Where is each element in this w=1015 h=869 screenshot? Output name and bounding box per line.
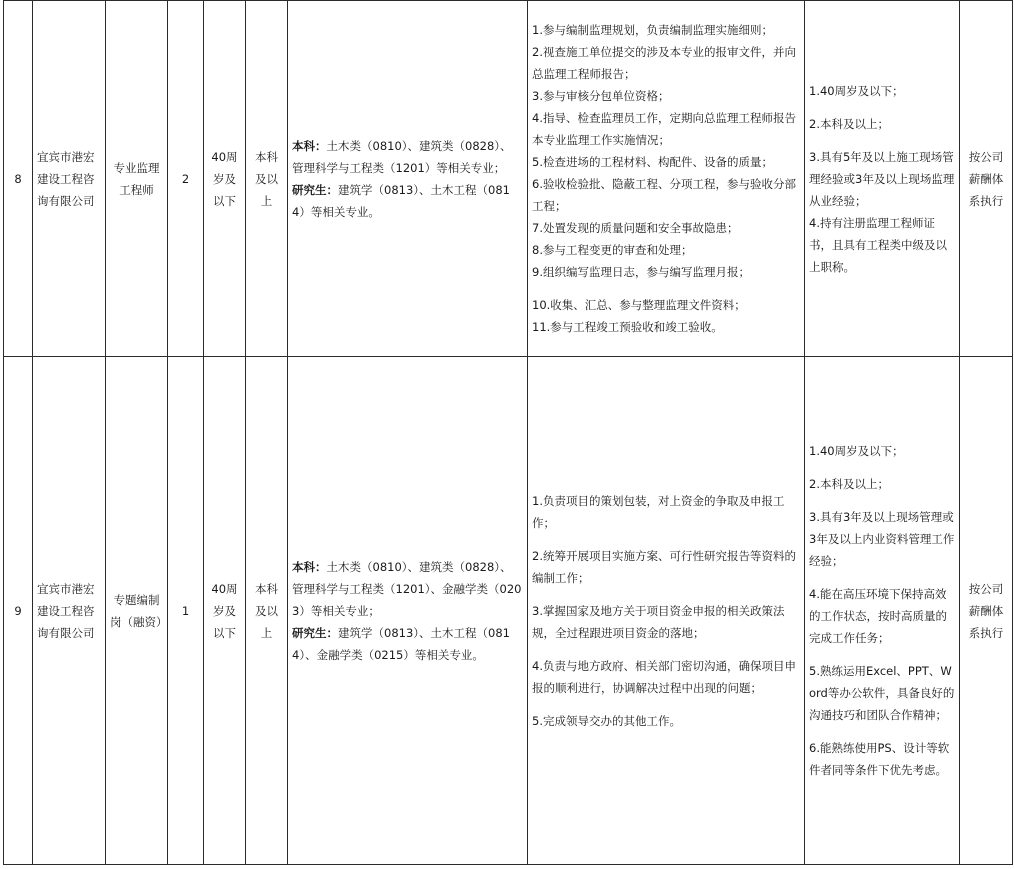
undergrad-majors: 土木类（0810）、建筑类（0828）、管理科学与工程类（1201）等相关专业； <box>292 138 512 175</box>
duty-item: 2.统筹开展项目实施方案、可行性研究报告等资料的编制工作； <box>532 548 796 585</box>
recruitment-table <box>3 0 1013 865</box>
row-index: 9 <box>4 357 33 865</box>
requirement-item: 5.熟练运用Excel、PPT、Word等办公软件，具备良好的沟通技巧和团队合作精神； <box>809 664 955 722</box>
requirement-item: 2.本科及以上； <box>809 116 889 131</box>
requirement-item: 4.能在高压环境下保持高效的工作状态，按时高质量的完成工作任务； <box>809 587 947 645</box>
duty-item: 1.负责项目的策划包装，对上资金的争取及申报工作； <box>532 493 785 530</box>
duty-item: 3.参与审核分包单位资格； <box>532 89 670 103</box>
requirements-cell <box>805 1 960 357</box>
grad-label: 研究生： <box>292 625 338 640</box>
majors-cell <box>288 1 528 357</box>
majors-cell <box>288 357 528 865</box>
duty-item: 8.参与工程变更的审查和处理； <box>532 243 693 257</box>
table-row <box>4 357 1013 865</box>
position-cell: 专题编制岗（融资） <box>106 357 168 865</box>
age-cell: 40周岁及以下 <box>204 357 246 865</box>
duty-item: 1.参与编制监理规划，负责编制监理实施细则； <box>532 23 773 37</box>
company-cell: 宜宾市港宏建设工程咨询有限公司 <box>33 1 106 357</box>
duty-item: 9.组织编写监理日志，参与编写监理月报； <box>532 265 750 279</box>
duty-item: 3.掌握国家及地方关于项目资金申报的相关政策法规，全过程跟进项目资金的落地； <box>532 603 785 640</box>
position-cell: 专业监理工程师 <box>106 1 168 357</box>
education-cell: 本科及以上 <box>246 357 288 865</box>
salary-cell: 按公司薪酬体系执行 <box>960 357 1013 865</box>
headcount-cell: 2 <box>168 1 204 357</box>
requirement-item: 6.能熟练使用PS、设计等软件者同等条件下优先考虑。 <box>809 741 950 777</box>
duties-cell <box>528 1 805 357</box>
duties-cell <box>528 357 805 865</box>
requirements-cell <box>805 357 960 865</box>
duty-item: 4.指导、检查监理员工作，定期向总监理工程师报告本专业监理工作实施情况； <box>532 111 796 147</box>
undergrad-label: 本科： <box>292 138 327 153</box>
requirement-item: 3.具有5年及以上施工现场管理经验或3年及以上现场监理从业经验； <box>809 149 955 208</box>
requirement-item: 1.40周岁及以下； <box>809 83 904 98</box>
duty-item: 5.完成领导交办的其他工作。 <box>532 713 681 728</box>
grad-majors: 建筑学（0813）、土木工程（0814）等相关专业。 <box>292 182 510 219</box>
duty-item: 11.参与工程竣工预验收和竣工验收。 <box>532 320 723 334</box>
row-index: 8 <box>4 1 33 357</box>
headcount-cell: 1 <box>168 357 204 865</box>
age-cell: 40周岁及以下 <box>204 1 246 357</box>
requirement-item: 2.本科及以上； <box>809 477 889 491</box>
undergrad-label: 本科： <box>292 559 327 574</box>
requirement-item: 3.具有3年及以上现场管理或3年及以上内业资料管理工作经验； <box>809 510 955 568</box>
duty-item: 6.验收检验批、隐蔽工程、分项工程，参与验收分部工程； <box>532 177 796 213</box>
undergrad-majors: 土木类（0810）、建筑类（0828）、管理科学与工程类（1201）、金融学类（0203）等相关专业； <box>292 559 522 618</box>
requirement-item: 1.40周岁及以下； <box>809 444 904 458</box>
requirement-item: 4.持有注册监理工程师证书，且具有工程类中级及以上职称。 <box>809 215 947 274</box>
grad-label: 研究生： <box>292 182 338 197</box>
table-row <box>4 1 1013 357</box>
company-cell: 宜宾市港宏建设工程咨询有限公司 <box>33 357 106 865</box>
duty-item: 10.收集、汇总、参与整理监理文件资料； <box>532 298 746 312</box>
duty-item: 2.视查施工单位提交的涉及本专业的报审文件，并向总监理工程师报告； <box>532 45 796 81</box>
grad-majors: 建筑学（0813）、土木工程（0814）、金融学类（0215）等相关专业。 <box>292 625 510 662</box>
salary-cell: 按公司薪酬体系执行 <box>960 1 1013 357</box>
duty-item: 7.处置发现的质量问题和安全事故隐患； <box>532 221 739 235</box>
education-cell: 本科及以上 <box>246 1 288 357</box>
duty-item: 4.负责与地方政府、相关部门密切沟通，确保项目申报的顺利进行，协调解决过程中出现的问题； <box>532 658 796 695</box>
duty-item: 5.检查进场的工程材料、构配件、设备的质量； <box>532 155 773 169</box>
